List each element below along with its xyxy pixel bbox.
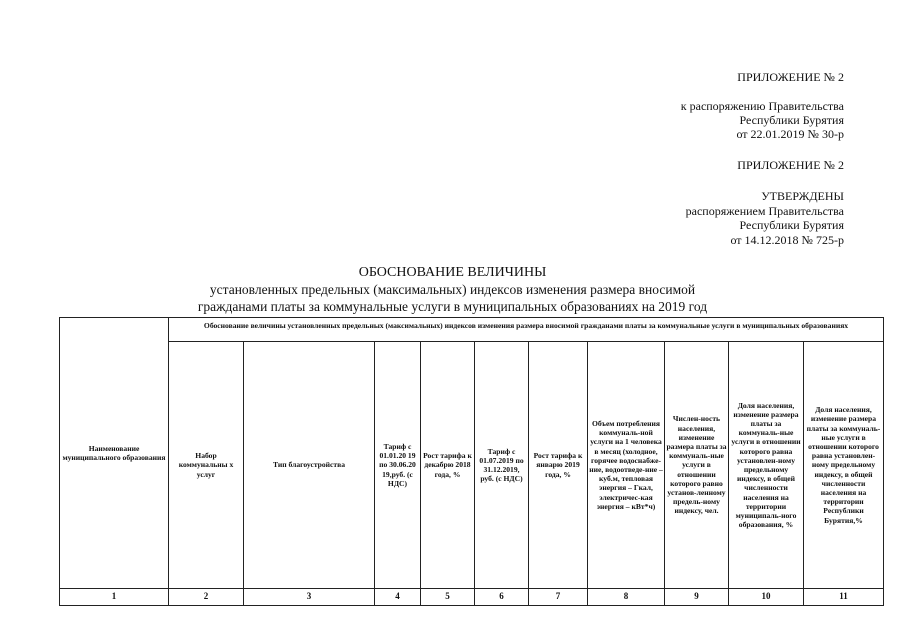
col-number: 2	[169, 589, 244, 606]
col-number: 10	[729, 589, 804, 606]
justification-table	[59, 317, 884, 606]
col-number: 7	[529, 589, 588, 606]
header-population-count: Числен-ность населения, изменение размера платы за коммуналь-ные услуги в отношении которого равно установ-ленному предель-ному индексу, чел.	[665, 342, 729, 589]
order-ref-line-2: Республики Бурятия	[739, 113, 844, 127]
appendix-top: ПРИЛОЖЕНИЕ № 2	[737, 70, 844, 84]
approved-line-2: распоряжением Правительства	[685, 204, 844, 218]
super-header: Обоснование величины установленных предельных (максимальных) индексов изменения размера вносимой гражданами платы за коммунальные услуги в муниципальных образованиях	[169, 318, 884, 342]
subtitle-line-1: установленных предельных (максимальных) индексов изменения размера вносимой	[209, 282, 696, 297]
header-growth-dec: Рост тарифа к декабрю 2018 года, %	[421, 342, 475, 589]
header-tariff-h2: Тариф с 01.07.2019 по 31.12.2019, руб. (с НДС)	[475, 342, 529, 589]
document-title: ОБОСНОВАНИЕ ВЕЛИЧИНЫ	[358, 265, 547, 280]
header-growth-jan: Рост тарифа к январю 2019 года, %	[529, 342, 588, 589]
header-tariff-h1: Тариф с 01.01.20 19 по 30.06.20 19,руб. (с НДС)	[375, 342, 421, 589]
order-ref-line-1: к распоряжению Правительства	[680, 99, 844, 113]
col-number: 3	[244, 589, 375, 606]
order-ref-line-3: от 22.01.2019 № 30-р	[736, 127, 844, 141]
header-municipality: Наименование муниципального образования	[60, 318, 169, 589]
col-number: 6	[475, 589, 529, 606]
approved-line-1: УТВЕРЖДЕНЫ	[761, 189, 844, 203]
subtitle-line-2: гражданами платы за коммунальные услуги в муниципальных образованиях на 2019 год	[197, 299, 708, 314]
header-improvement-type: Тип благоустройства	[244, 342, 375, 589]
header-share-municipal: Доля населения, изменение размера платы за коммуналь-ные услуги в отношении которого равна установлен-ному предельному индексу, в общей численности населения на территории муниципаль-ного образования, %	[729, 342, 804, 589]
approved-line-4: от 14.12.2018 № 725-р	[730, 233, 844, 247]
col-number: 4	[375, 589, 421, 606]
header-services-set: Набор коммунальны х услуг	[169, 342, 244, 589]
col-number: 11	[804, 589, 884, 606]
approved-line-3: Республики Бурятия	[739, 218, 844, 232]
col-number: 1	[60, 589, 169, 606]
col-number: 9	[665, 589, 729, 606]
col-number: 5	[421, 589, 475, 606]
col-number: 8	[588, 589, 665, 606]
header-consumption-volume: Объем потребления коммуналь-ной услуги на 1 человека в месяц (холодное, горячее водоснабже-ние, водоотведе-ние – куб.м, тепловая энергия – Гкал, электричес-кая энергия – кВт*ч)	[588, 342, 665, 589]
header-share-republic: Доля населения, изменение размера платы за коммуналь-ные услуги в отношении которого равна установлен-ному предельному индексу, в общей численности населения на территории Республики Бурятия,%	[804, 342, 884, 589]
appendix-second: ПРИЛОЖЕНИЕ № 2	[737, 158, 844, 172]
